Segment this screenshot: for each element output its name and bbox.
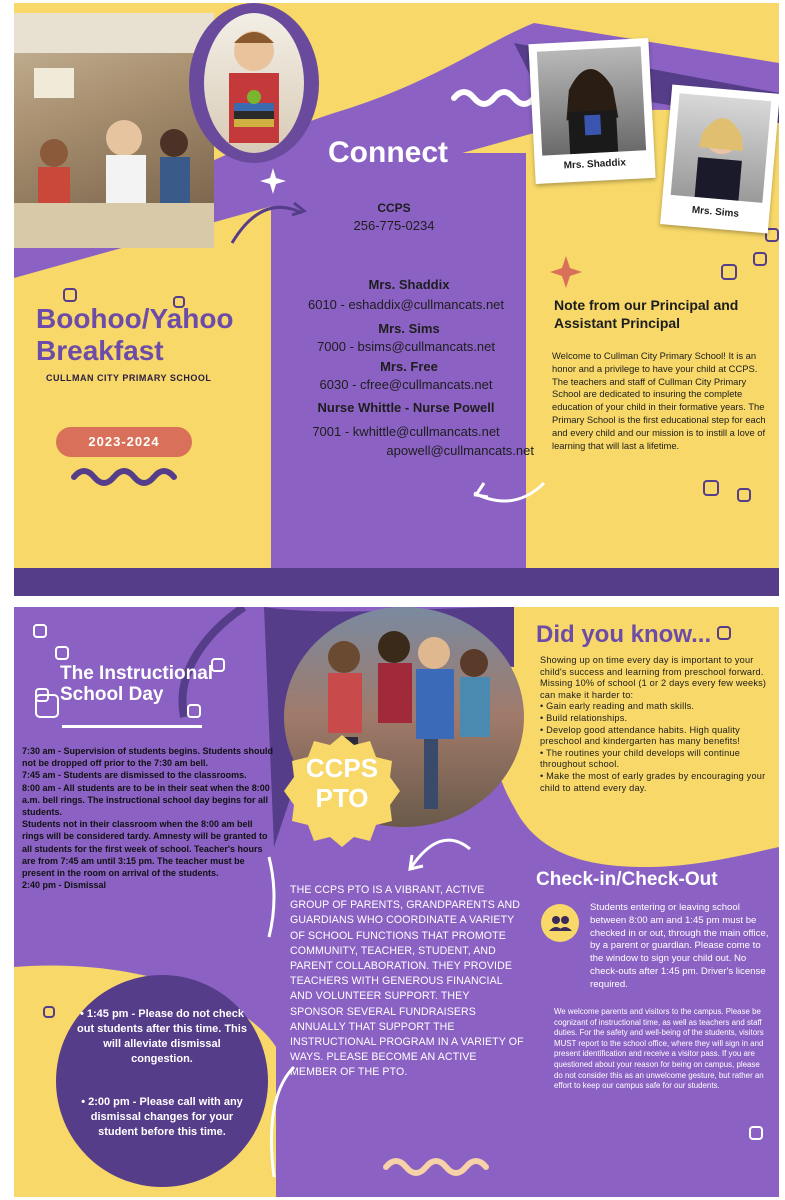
schedule-item: 2:40 pm - Dismissal (22, 880, 107, 891)
checkin-heading: Check-in/Check-Out (536, 869, 718, 890)
year-badge: 2023-2024 (56, 427, 192, 457)
schedule-item: 7:30 am - Supervision of students begins. Students should not be dropped off prior to the 7:30 am bell. (22, 746, 274, 769)
visitors-policy: We welcome parents and visitors to the campus. Please be cognizant of instructional time, as well as teachers and staff duties. For the safety and well-being of the students, visitors MUST report to the school office, where they will sign in and present identification and receive a visitor pass. If you are questioned about your reason for being on campus, please do not consider this as an unwelcome gesture, but rather an effort to keep our campus safe for our students. (554, 1007, 764, 1091)
polaroid-sims (660, 85, 779, 234)
contact-line: 6030 - cfree@cullmancats.net (319, 377, 493, 392)
heading-underline (62, 725, 202, 729)
contact-line: 7000 - bsims@cullmancats.net (317, 339, 495, 354)
dismissal-note: • 2:00 pm - Please call with any dismissal changes for your student before this time. (81, 1096, 243, 1138)
instructional-day-heading: The Instructional School Day (60, 663, 214, 705)
did-you-know-body: Showing up on time every day is important to your child's success and learning from preschool forward. Missing 10% of school (1 or 2 days every few weeks) can make it harder to: • Gain early reading and math skills. • Build relationships. • Develop good attendance habits. High quality preschool and kindergarten has many benefits! • The routines your child develops will continue throughout school. • Make the most of early grades by encouraging your child to attend every day. (540, 655, 770, 794)
did-you-know-bullet: • Make the most of early grades by encouraging your child to attend every day. (540, 770, 766, 793)
brochure-front-panel (14, 3, 779, 596)
schedule-item: Students not in their classroom when the 8:00 am bell rings will be considered tardy. Amnesty will be granted to all students for the first week of school. Teacher's hours are from 7:45 am until 3:15 pm. The teacher must be present in the room on arrival of the students. (22, 819, 268, 879)
did-you-know-heading: Did you know... (536, 621, 712, 648)
people-icon (541, 904, 579, 942)
school-day-schedule (22, 745, 274, 891)
did-you-know-bullet: • Build relationships. (540, 712, 628, 723)
student-portrait-photo (204, 13, 304, 153)
schedule-item: 8:00 am - All students are to be in their seat when the 8:00 a.m. bell rings. The instructional school day begins for all students. (22, 782, 270, 818)
contact-line: 6010 - eshaddix@cullmancats.net (307, 297, 505, 312)
contact-name: Mrs. Shaddix (368, 277, 450, 292)
schedule-item: 7:45 am - Students are dismissed to the classrooms. (22, 770, 247, 781)
did-you-know-bullet: • Develop good attendance habits. High quality preschool and kindergarten has many benefits! (540, 724, 741, 747)
contact-line: 7001 - kwhittle@cullmancats.net (312, 424, 500, 439)
principal-note-heading: Note from our Principal and Assistant Principal (554, 297, 739, 331)
did-you-know-bullet: • The routines your child develops will continue throughout school. (540, 747, 741, 770)
checkin-body: Students entering or leaving school between 8:00 am and 1:45 pm must be checked in or out, through the main office, by a parent or guardian. Please come to the window to sign your child out. No check-outs after 1:45 pm. Driver's license required. (590, 902, 769, 990)
did-you-know-bullet: • Gain early reading and math skills. (540, 701, 695, 712)
pto-badge-text: CCPS PTO (305, 753, 379, 813)
dismissal-note: • 1:45 pm - Please do not check out students after this time. This will alleviate dismissal congestion. (77, 1008, 247, 1065)
shaddix-photo (537, 46, 646, 155)
ccps-phone: 256-775-0234 (353, 218, 435, 233)
contact-name: Mrs. Sims (378, 321, 440, 336)
brochure-back-panel (14, 607, 779, 1197)
principal-note-body: Welcome to Cullman City Primary School! It is an honor and a privilege to have your child at CCPS. The teachers and staff of Cullman City Primary School are dedicated to insuring the complete education of your child in their formative years. The Primary School is the first educational step for each and every child and our mission is to instill a love of learning that will last a lifetime. (552, 350, 766, 451)
polaroid-caption: Mrs. Shaddix (563, 157, 627, 172)
classroom-photo (14, 13, 214, 248)
connect-heading: Connect (328, 136, 448, 169)
pto-description: THE CCPS PTO IS A VIBRANT, ACTIVE GROUP OF PARENTS, GRANDPARENTS AND GUARDIANS WHO COORDINATE A VARIETY OF SCHOOL FUNCTIONS THAT PROMOTE COMMUNITY, TEACHER, STUDENT, AND PARENT COLLABORATION. THEY PROVIDE TEACHERS WITH GENEROUS FINANCIAL AND VOLUNTEER SUPPORT. THEY SPONSOR SEVERAL FUNDRAISERS ANNUALLY THAT SUPPORT THE INSTRUCTIONAL PROGRAM IN A VARIETY OF WAYS. PLEASE BECOME AN ACTIVE MEMBER OF THE PTO. (290, 884, 524, 1079)
ccps-label: CCPS (377, 201, 411, 215)
polaroid-shaddix (528, 38, 655, 184)
contact-name: Mrs. Free (380, 359, 438, 374)
polaroid-caption: Mrs. Sims (691, 204, 740, 220)
sims-photo (671, 93, 772, 203)
event-title: Boohoo/Yahoo Breakfast (36, 303, 234, 366)
contact-name: Nurse Whittle - Nurse Powell (317, 400, 495, 415)
school-name: CULLMAN CITY PRIMARY SCHOOL (46, 373, 212, 383)
contact-line: apowell@cullmancats.net (386, 443, 534, 458)
